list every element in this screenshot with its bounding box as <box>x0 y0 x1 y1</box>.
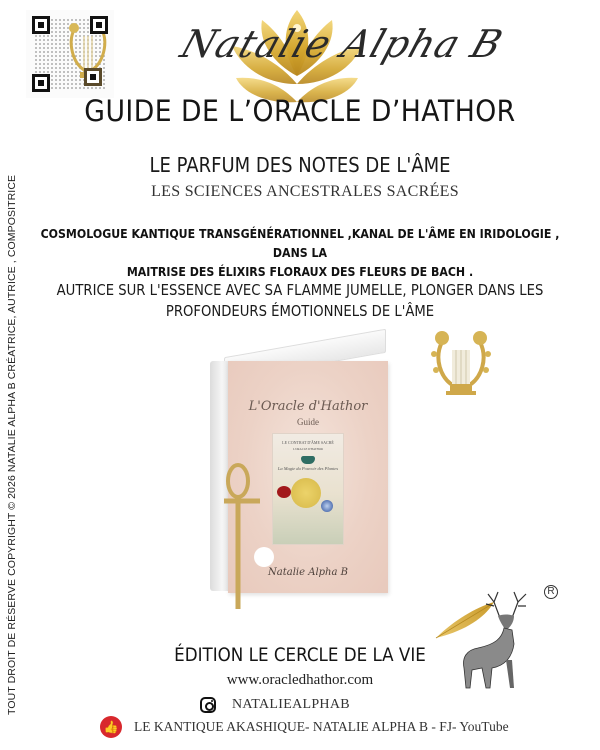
website-link[interactable]: www.oracledhathor.com <box>226 672 374 688</box>
tagline: LES SCIENCES ANCESTRALES SACRÉES <box>151 183 459 200</box>
gem-icon <box>301 456 315 464</box>
description <box>36 280 564 322</box>
card-header: LE CONTRAT D'ÂME SACRÉ <box>282 440 334 445</box>
bold-description-line: MAITRISE DES ÉLIXIRS FLORAUX DES FLEURS DE BACH . <box>126 264 474 279</box>
cover-dot <box>254 547 274 567</box>
ankh-icon <box>224 459 264 609</box>
qr-finder <box>90 16 108 34</box>
instagram-handle: NATALIEALPHAB <box>232 697 350 712</box>
book-cover <box>228 361 388 593</box>
bold-description-line: COSMOLOGUE KANTIQUE TRANSGÉNÉRATIONNEL ,KANAL DE L'ÂME EN IRIDOLOGIE , DANS LA <box>40 226 560 260</box>
instagram-link[interactable] <box>200 694 350 716</box>
lyre-icon <box>428 330 494 400</box>
cover-card <box>272 433 344 545</box>
red-rose-icon <box>277 486 291 498</box>
description-line: PROFONDEURS ÉMOTIONNELS DE L'ÂME <box>165 302 435 320</box>
edition-label: ÉDITION LE CERCLE DE LA VIE <box>174 644 426 666</box>
registered-mark: R <box>544 585 558 599</box>
qr-finder <box>84 68 102 86</box>
page-title: GUIDE DE L’ORACLE D’HATHOR <box>84 94 516 128</box>
qr-finder <box>32 74 50 92</box>
description-line: AUTRICE SUR L'ESSENCE AVEC SA FLAMME JUMELLE, PLONGER DANS LES <box>56 281 544 299</box>
cover-author: Natalie Alpha B <box>268 567 348 578</box>
yellow-rose-icon <box>291 478 321 508</box>
instagram-icon <box>200 697 216 713</box>
book-mockup <box>210 335 390 595</box>
signature: Natalie Alpha B <box>175 22 509 66</box>
youtube-label: LE KANTIQUE AKASHIQUE- NATALIE ALPHA B - FJ- YouTube <box>134 719 509 734</box>
youtube-link[interactable] <box>100 716 509 738</box>
subtitle: LE PARFUM DES NOTES DE L'ÂME <box>149 153 451 177</box>
card-script: La Magie du Pouvoir des Plantes <box>277 466 339 471</box>
qr-finder <box>32 16 50 34</box>
bold-description <box>36 224 564 281</box>
card-subheader: L'ORACLE D'HATHOR <box>293 447 323 451</box>
globe-icon <box>321 500 333 512</box>
qr-code[interactable] <box>26 10 114 98</box>
thumbs-up-icon: 👍 <box>100 716 122 738</box>
cover-title: L'Oracle d'Hathor <box>248 399 368 414</box>
copyright-vertical: TOUT DROIT DE RÉSERVE COPYRIGHT © 2026 NATALIE ALPHA B CRÉATRICE, AUTRICE , COMPOSITRICE <box>6 174 18 715</box>
cover-subtitle: Guide <box>297 417 319 427</box>
